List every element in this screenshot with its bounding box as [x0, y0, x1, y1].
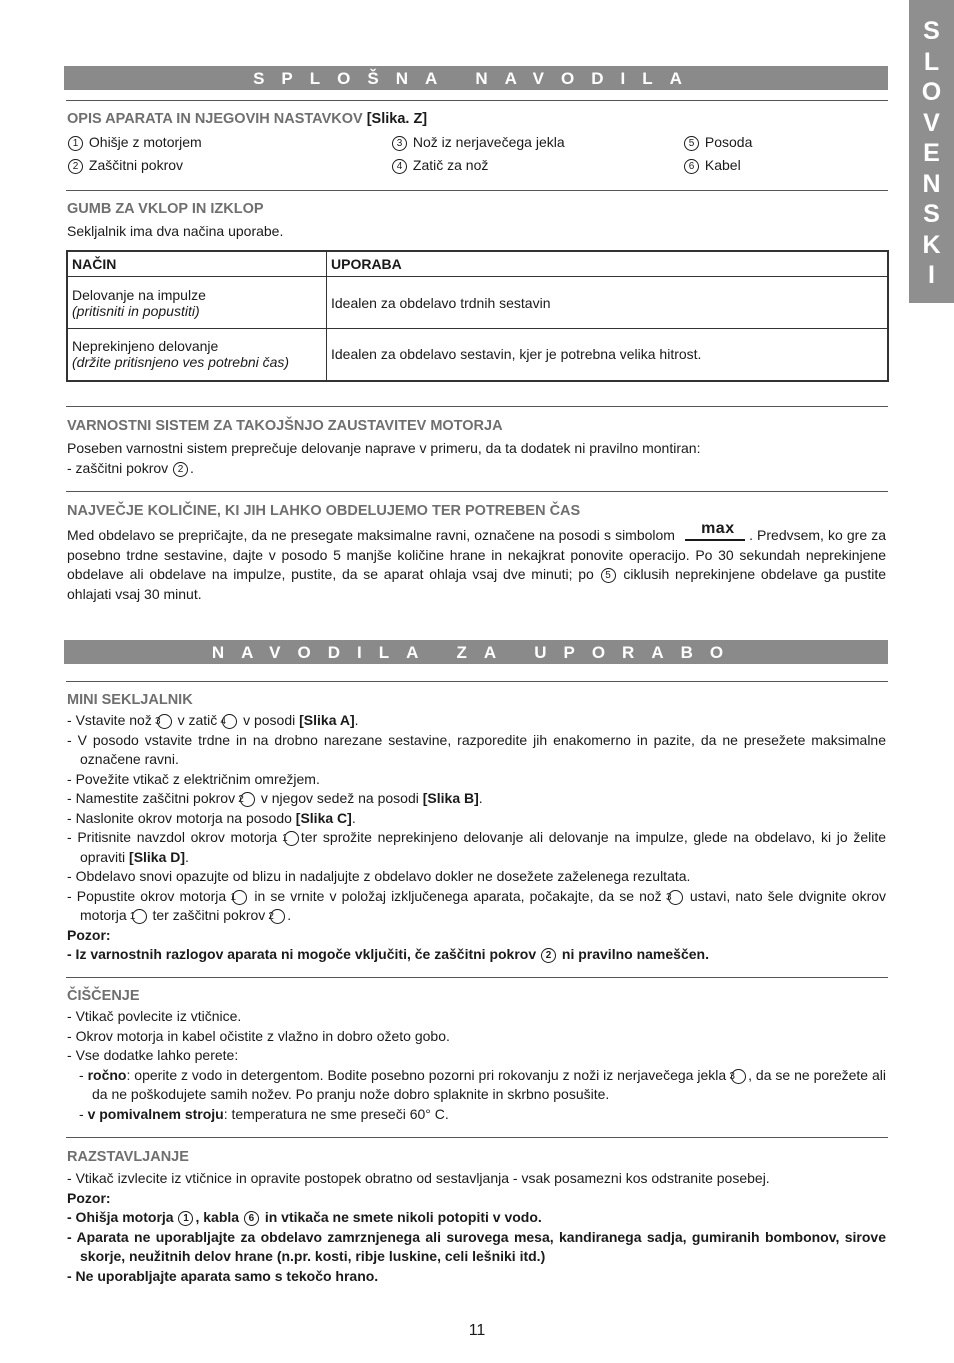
number-circle: 3: [668, 890, 683, 905]
number-circle: 6: [244, 1211, 259, 1226]
divider: [66, 977, 888, 978]
divider: [66, 100, 888, 101]
number-circle: 5: [684, 136, 699, 151]
max-level-icon: [685, 520, 745, 543]
warning-item: - Aparata ne uporabljajte za obdelavo zamrznjenega ali surovega mesa, kandiranega sadja, gumiranih bombonov, sirove skorje, neužitnih delov hrane (n.pr. kosti, ribje luskine, celi lešniki itd.): [67, 1228, 886, 1264]
part-label: Zatič za nož: [412, 157, 489, 173]
list-item: - Vstavite nož 3 v zatič 4 v posodi [Slika A].: [67, 712, 359, 728]
figure-ref: [Slika A]: [299, 712, 355, 728]
heading-mini: MINI SEKLJALNIK: [67, 692, 193, 708]
list-item: - Vse dodatke lahko perete:: [67, 1047, 239, 1063]
figure-ref: [Slika D]: [129, 848, 186, 865]
list-item: - Vtikač izvlecite iz vtičnice in opravite postopek obratno od sestavljanja - vsak posamezni kos odstranite posebej.: [67, 1170, 770, 1186]
part-label: Nož iz nerjavečega jekla: [412, 134, 565, 150]
side-tab-letter: E: [923, 139, 940, 167]
table-row: [67, 329, 888, 381]
heading-opis: [67, 111, 427, 127]
heading-text: OPIS APARATA IN NJEGOVIH NASTAVKOV: [67, 111, 363, 127]
number-circle: 3: [731, 1069, 746, 1084]
text: . Predvsem, ko gre za posebno trdne sestavine, dajte v posodo 5 manjše količine hrane in nekajkrat ponovite operacijo. Po 30 sekundah neprekinjene obdelave ali obdelave na impulze, pustite, da se aparat ohlaja vsaj dve minuti; po: [67, 527, 887, 582]
part-item: [67, 157, 183, 174]
list-item: - Povežite vtikač z električnim omrežjem.: [67, 770, 320, 787]
list-item: - Popustite okrov motorja 1 in se vrnite v položaj izključenega aparata, počakajte, da se nož 3 ustavi, nato šele dvignite okrov motorja 1 ter zaščitni pokrov 2 .: [67, 887, 887, 923]
figure-ref: [Slika C]: [295, 809, 352, 826]
divider: [66, 1137, 888, 1138]
number-circle: 1: [178, 1211, 193, 1226]
text: Med obdelavo se prepričajte, da ne presegate maksimalne ravni, označene na posodi s simbolom: [67, 527, 675, 543]
table-cell: [67, 277, 327, 329]
mode-name: Delovanje na impulze: [72, 286, 206, 303]
list-item: - ročno: operite z vodo in detergentom. Bodite posebno pozorni pri rokovanju z noži iz nerjavečega jekla 3 , da se ne porežete ali da ne poškodujete samih nožev. Po pranju nože dobro splaknite in skrbno posušite.: [79, 1066, 886, 1102]
warning-label: Pozor:: [67, 1189, 111, 1206]
heading-razstavljanje: RAZSTAVLJANJE: [67, 1149, 189, 1165]
number-circle: 2: [68, 159, 83, 174]
list-item: - V posodo vstavite trdne in na drobno narezane sestavine, razporedite jih enakomerno in pazite, da ne presežete maksimalne označene ravni.: [67, 731, 886, 767]
part-item: [683, 134, 752, 151]
heading-kolicine: NAJVEČJE KOLIČINE, KI JIH LAHKO OBDELUJEMO TER POTREBEN ČAS: [67, 503, 581, 519]
number-circle: 4: [392, 159, 407, 174]
section-banner-usage: NAVODILA ZA UPORABO: [64, 640, 888, 664]
gumb-intro: Sekljalnik ima dva načina uporabe.: [67, 223, 284, 239]
table-header: NAČIN: [67, 251, 327, 277]
number-circle: 3: [157, 714, 172, 729]
part-item: [391, 134, 565, 151]
table-cell: Idealen za obdelavo sestavin, kjer je potrebna velika hitrost.: [327, 329, 889, 381]
number-circle: 3: [392, 136, 407, 151]
language-side-tab: [909, 0, 954, 303]
varnost-text: [67, 439, 700, 478]
list-item: - Namestite zaščitni pokrov 2 v njegov sedež na posodi [Slika B].: [67, 790, 483, 806]
part-item: [683, 157, 741, 174]
warning-item: - Ohišja motorja 1 , kabla 6 in vtikača ne smete nikoli potopiti v vodo.: [67, 1209, 542, 1225]
list-item: - v pomivalnem stroju: temperatura ne sme preseči 60° C.: [79, 1105, 449, 1122]
heading-ciscenje: ČIŠČENJE: [67, 988, 140, 1004]
divider: [66, 190, 888, 191]
side-tab-letter: L: [923, 47, 940, 76]
number-circle: 1: [68, 136, 83, 151]
warning-label: Pozor:: [67, 926, 111, 943]
divider: [66, 406, 888, 407]
part-label: Zaščitni pokrov: [88, 157, 184, 173]
mode-note: (pritisniti in popustiti): [72, 302, 200, 319]
list-item: - Okrov motorja in kabel očistite z vlažno in dobro ožeto gobo.: [67, 1027, 450, 1044]
side-tab-letter: K: [922, 230, 941, 259]
max-symbol-text: max: [701, 520, 735, 537]
list-item: - Pritisnite navzdol okrov motorja 1 ter sprožite neprekinjeno delovanje ali delovanje na impulze, glede na obdelavo, ki jo želite opraviti [Slika D].: [67, 829, 886, 865]
divider: [66, 491, 888, 492]
list-item: - Obdelavo snovi opazujte od blizu in nadaljujte z obdelavo dokler ne dosežete zaželenega rezultata.: [67, 868, 691, 884]
number-circle: 5: [601, 568, 616, 583]
kolicine-paragraph: [67, 520, 887, 604]
side-tab-letter: V: [923, 108, 940, 137]
side-tab-letter: O: [921, 78, 942, 106]
side-tab-letter: S: [923, 200, 940, 228]
number-circle: 2: [270, 909, 285, 924]
figure-ref: [Slika B]: [422, 790, 479, 806]
mode-note: (držite pritisnjeno ves potrebni čas): [72, 354, 290, 371]
ciscenje-list: [67, 1007, 886, 1124]
number-circle: 1: [132, 909, 147, 924]
part-item: [67, 134, 202, 151]
list-item: - Vtikač povlecite iz vtičnice.: [67, 1008, 242, 1024]
mini-steps-list: [67, 711, 886, 965]
warning-item: - Ne uporabljajte aparata samo s tekočo hrano.: [67, 1267, 379, 1284]
heading-gumb: GUMB ZA VKLOP IN IZKLOP: [67, 201, 264, 217]
text: - zaščitni pokrov: [67, 459, 169, 476]
side-tab-letter: I: [928, 261, 935, 289]
number-circle: 2: [173, 462, 188, 477]
part-item: [391, 157, 488, 174]
side-tab-letter: S: [923, 17, 940, 45]
table-row: [67, 277, 888, 329]
section-banner-general: SPLOŠNA NAVODILA: [64, 66, 888, 90]
text: .: [190, 459, 194, 476]
figure-ref: [Slika. Z]: [366, 111, 428, 127]
part-label: Kabel: [704, 157, 741, 173]
number-circle: 4: [222, 714, 237, 729]
razstavljanje-list: [67, 1169, 886, 1286]
part-label: Posoda: [704, 134, 753, 150]
divider: [66, 681, 888, 682]
list-item: - Naslonite okrov motorja na posodo [Slika C].: [67, 809, 356, 826]
side-tab-letter: N: [922, 169, 941, 198]
number-circle: 1: [232, 890, 247, 905]
number-circle: 1: [284, 831, 299, 846]
text: ciklusih neprekinjene obdelave ga pustite ohlajati vsaj 30 minut.: [67, 566, 887, 602]
table-cell: [67, 329, 327, 381]
table-cell: Idealen za obdelavo trdnih sestavin: [327, 277, 889, 329]
mode-name: Neprekinjeno delovanje: [72, 338, 219, 355]
part-label: Ohišje z motorjem: [88, 134, 202, 150]
table-header: UPORABA: [327, 251, 889, 277]
warning-item: - Iz varnostnih razlogov aparata ni mogoče vključiti, če zaščitni pokrov 2 ni pravilno nameščen.: [67, 946, 709, 962]
mode-table: [66, 250, 889, 382]
heading-varnost: VARNOSTNI SISTEM ZA TAKOJŠNJO ZAUSTAVITEV MOTORJA: [67, 418, 503, 434]
number-circle: 2: [541, 948, 556, 963]
page-number: 11: [468, 1322, 486, 1339]
number-circle: 6: [684, 159, 699, 174]
number-circle: 2: [240, 792, 255, 807]
varnost-line: Poseben varnostni sistem preprečuje delovanje naprave v primeru, da ta dodatek ni pravilno montiran:: [67, 440, 701, 456]
varnost-line: [67, 459, 700, 479]
